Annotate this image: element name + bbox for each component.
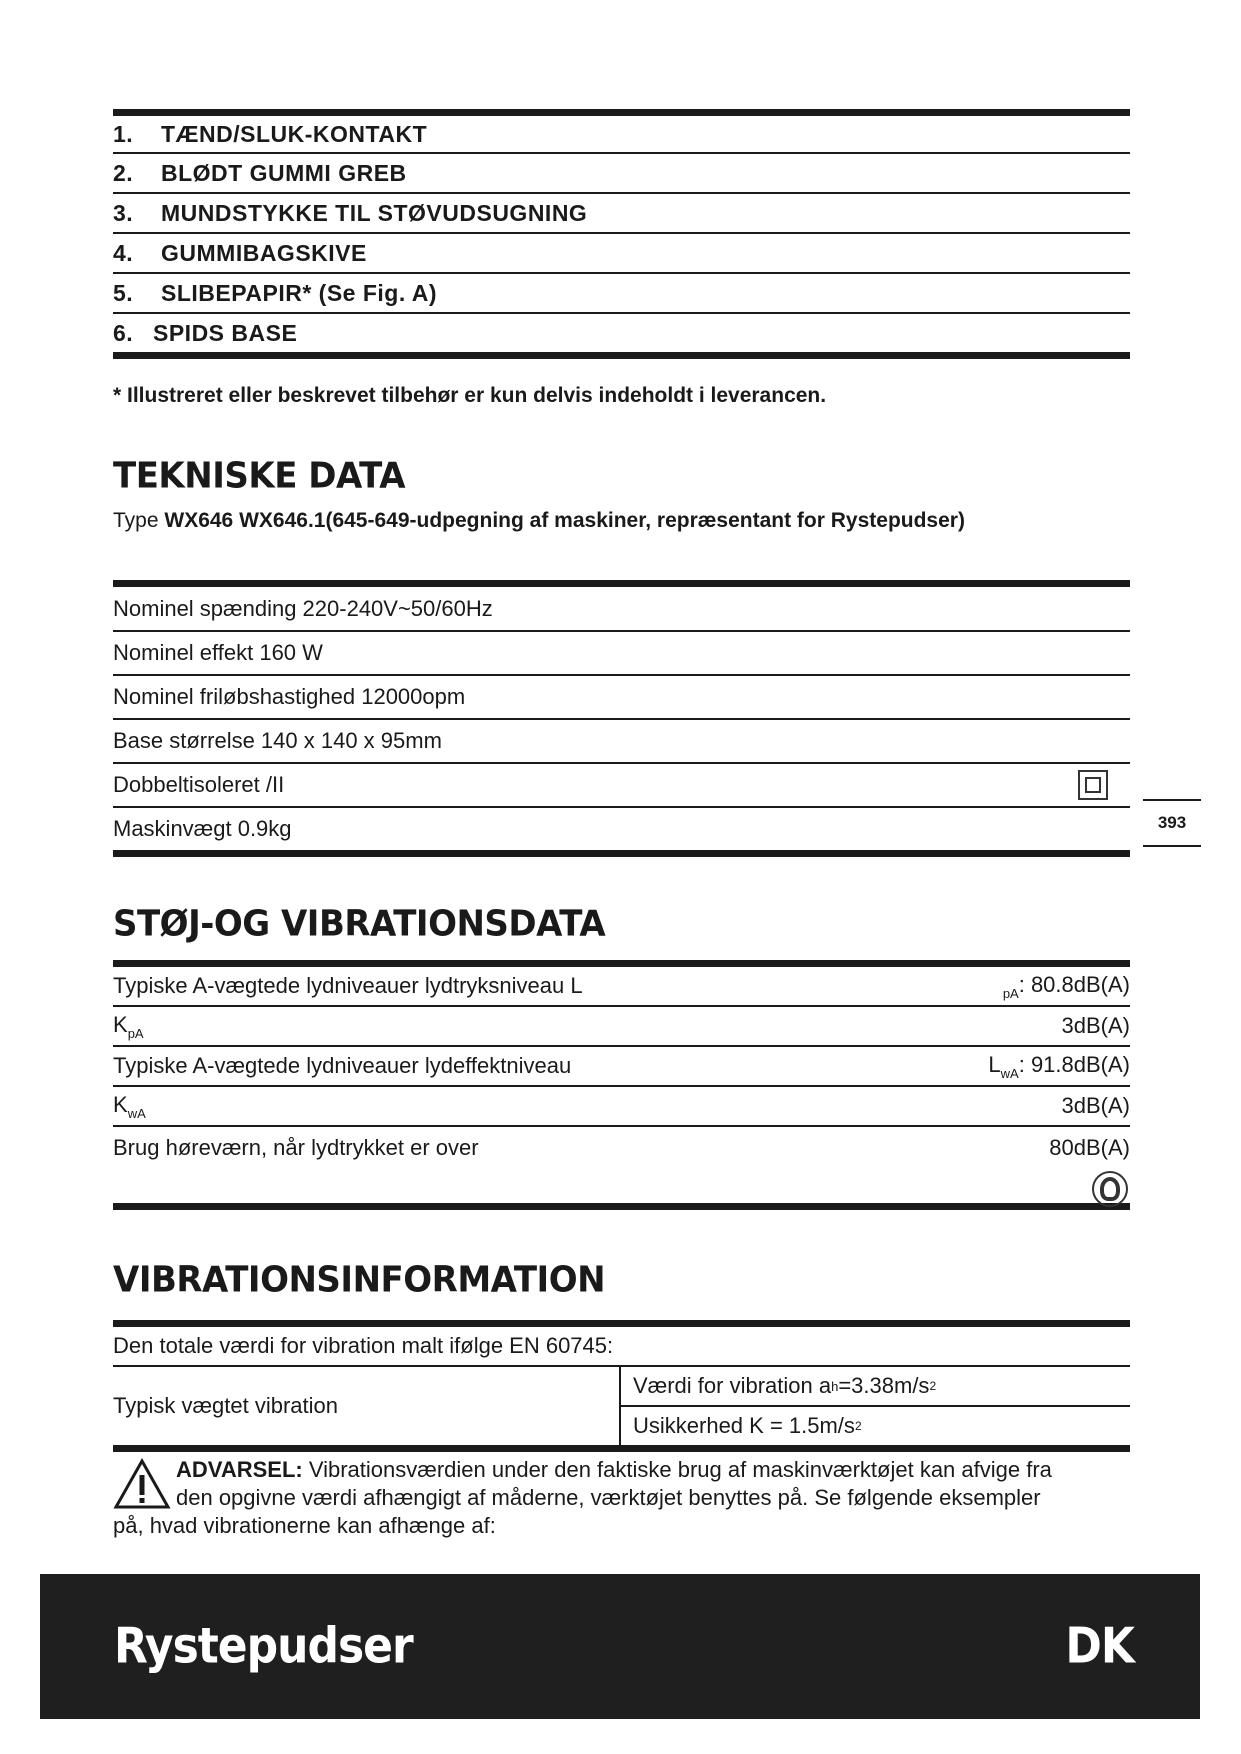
accessory-note: * Illustreret eller beskrevet tilbehør er kun delvis indeholdt i leverancen. (113, 384, 827, 407)
vibration-number: =3.38m/s (838, 1373, 930, 1398)
noise-label: Brug høreværn, når lydtrykket er over (113, 1135, 479, 1160)
part-label: SLIBEPAPIR* (Se Fig. A) (161, 279, 438, 306)
tech-cell: Base størrelse 140 x 140 x 95mm (113, 728, 442, 753)
parts-list (113, 109, 1130, 359)
noise-table (113, 960, 1130, 1210)
vibration-uncertainty (621, 1407, 1130, 1445)
vibration-total: Den totale værdi for vibration malt ifølge EN 60745: (113, 1327, 1130, 1367)
table-row (113, 1125, 1130, 1203)
page-number: 393 (1143, 799, 1201, 847)
tech-heading: TEKNISKE DATA (113, 455, 406, 497)
table-row (113, 1045, 1130, 1085)
part-label: GUMMIBAGSKIVE (161, 239, 367, 266)
footer-title: Rystepudser (114, 1617, 413, 1676)
vibration-heading: VIBRATIONSINFORMATION (113, 1259, 606, 1301)
noise-subscript: pA (127, 1025, 144, 1041)
part-number: 2. (113, 159, 134, 186)
noise-value: 3dB(A) (1061, 1093, 1130, 1118)
table-row (113, 1085, 1130, 1125)
vibration-values (621, 1367, 1130, 1445)
tech-cell: Nominel friløbshastighed 12000opm (113, 684, 466, 709)
type-value: WX646 WX646.1(645-649-udpegning af maskiner, repræsentant for Rystepudser) (164, 509, 965, 532)
noise-number: : 80.8dB(A) (1018, 971, 1130, 997)
warning-text: Vibrationsværdien under den faktiske brug af maskinværktøjet kan afvige fra (302, 1457, 1052, 1482)
list-item (113, 272, 1130, 312)
noise-subscript: wA (127, 1105, 146, 1121)
noise-value (988, 1052, 1130, 1081)
part-label: MUNDSTYKKE TIL STØVUDSUGNING (161, 199, 588, 226)
vibration-split-row (113, 1367, 1130, 1445)
type-line (113, 506, 1013, 535)
list-item (113, 116, 1130, 152)
noise-symbol: L (988, 1051, 1001, 1077)
noise-symbol: K (113, 1011, 128, 1037)
noise-label: Typiske A-vægtede lydniveauer lydtryksniveau L (113, 973, 583, 998)
table-row (113, 762, 1130, 806)
table-row (113, 630, 1130, 674)
tech-table (113, 580, 1130, 857)
noise-label (113, 1092, 146, 1121)
list-item (113, 232, 1130, 272)
vibration-value (621, 1367, 1130, 1407)
vibration-typical: Typisk vægtet vibration (113, 1367, 621, 1445)
footer-language: DK (1065, 1617, 1134, 1676)
list-item (113, 152, 1130, 192)
part-label: BLØDT GUMMI GREB (161, 159, 407, 186)
vibration-symbol: Værdi for vibration a (633, 1373, 832, 1398)
part-label: SPIDS BASE (153, 319, 298, 346)
tech-cell: Dobbeltisoleret /II (113, 772, 285, 797)
type-prefix: Type (113, 509, 159, 532)
warning-line-3: på, hvad vibrationerne kan afhænge af: (113, 1513, 496, 1538)
noise-value: 3dB(A) (1061, 1013, 1130, 1038)
noise-subscript: wA (1000, 1065, 1019, 1081)
table-row (113, 1005, 1130, 1045)
vibration-superscript: 2 (929, 1379, 937, 1393)
noise-subscript: pA (1002, 985, 1019, 1001)
double-insulation-icon (1078, 770, 1108, 800)
warning-label: ADVARSEL: (176, 1457, 303, 1482)
noise-value (1003, 972, 1130, 1001)
uncertainty-superscript: 2 (854, 1419, 862, 1433)
tech-cell: Nominel spænding 220-240V~50/60Hz (113, 595, 493, 621)
part-number: 6. (113, 319, 134, 346)
warning-line-1 (113, 1456, 1130, 1484)
part-number: 3. (113, 199, 134, 226)
warning-block (113, 1456, 1130, 1540)
noise-label (113, 1012, 144, 1041)
vibration-subscript: h (831, 1378, 839, 1394)
warning-line-2: den opgivne værdi afhængigt af måderne, værktøjet benyttes på. Se følgende eksempler (176, 1485, 1041, 1510)
ear-protection-icon (1092, 1171, 1128, 1207)
uncertainty-text: Usikkerhed K = 1.5m/s (633, 1413, 855, 1438)
list-item (113, 312, 1130, 352)
table-row (113, 587, 1130, 630)
tech-cell: Nominel effekt 160 W (113, 640, 323, 665)
list-item (113, 192, 1130, 232)
noise-label: Typiske A-vægtede lydniveauer lydeffektniveau (113, 1053, 572, 1078)
noise-heading: STØJ-OG VIBRATIONSDATA (113, 903, 606, 945)
noise-number: : 91.8dB(A) (1018, 1051, 1130, 1077)
part-number: 1. (113, 120, 134, 147)
part-number: 4. (113, 239, 134, 266)
table-row (113, 674, 1130, 718)
noise-value: 80dB(A) (1049, 1135, 1130, 1160)
part-label: TÆND/SLUK-KONTAKT (161, 120, 428, 147)
table-row (113, 718, 1130, 762)
table-row (113, 806, 1130, 850)
tech-cell: Maskinvægt 0.9kg (113, 816, 292, 841)
part-number: 5. (113, 279, 134, 306)
noise-symbol: K (113, 1091, 128, 1117)
table-row (113, 967, 1130, 1005)
vibration-table (113, 1320, 1130, 1452)
warning-icon (113, 1458, 171, 1510)
footer-bar (40, 1574, 1200, 1719)
